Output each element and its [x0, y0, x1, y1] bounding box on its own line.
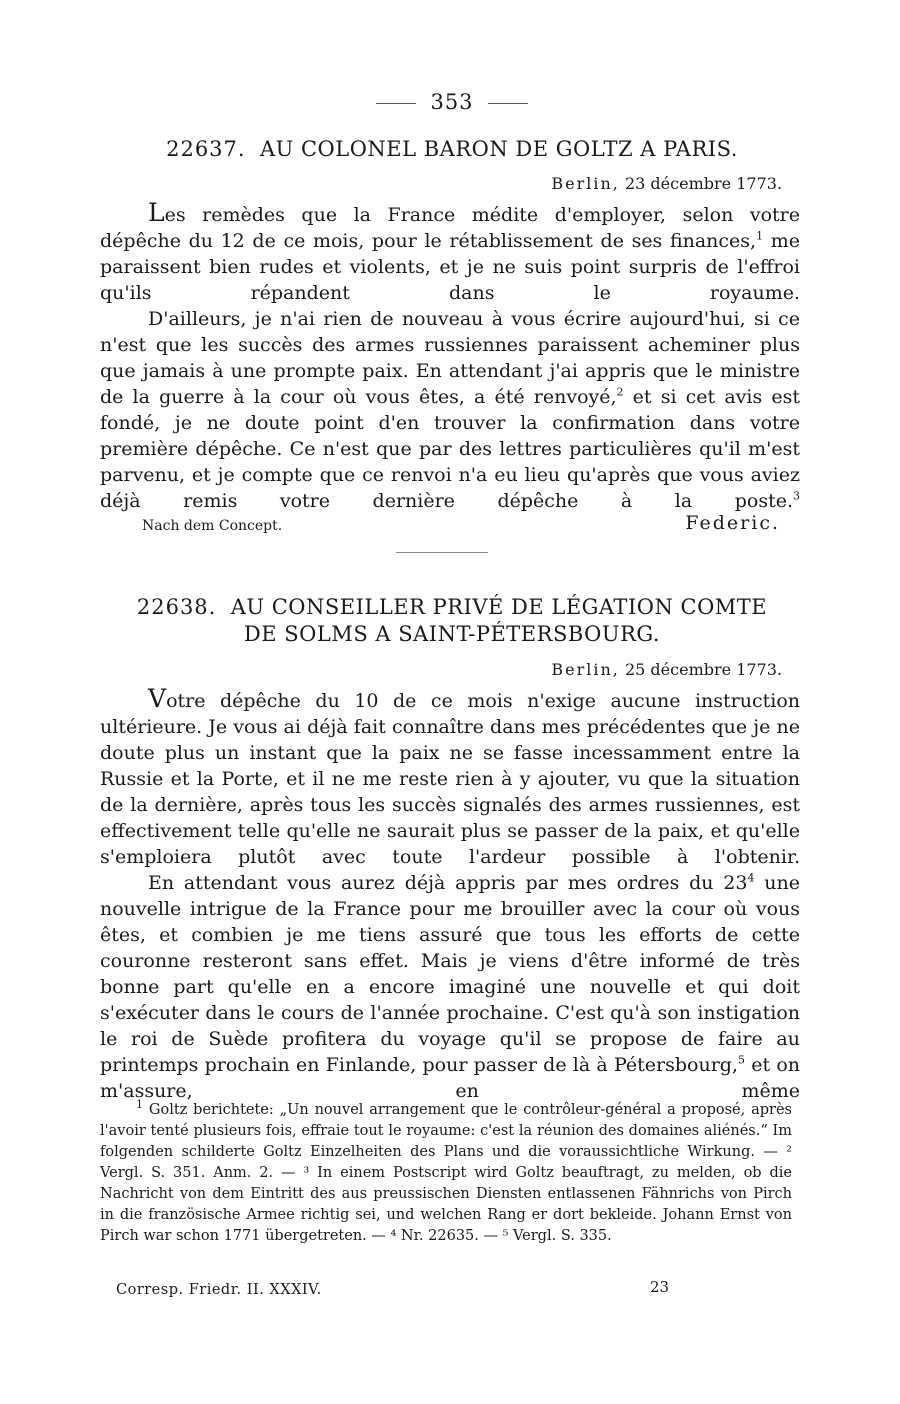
page-number-dash-left	[376, 103, 416, 104]
footnote-text: Goltz berichtete: „Un nouvel arrangement que le contrôleur-général a proposé, après l'avoir tenté plusieurs fois, effraie tout le royaume: c'est la réunion des domaines aliénés.“ Im folgenden schilderte Goltz Einzelheiten des Plans und die voraussichtliche Wirkung. — ² Vergl. S. 351. Anm. 2. — ³ In einem Postscript wird Goltz beauftragt, zu melden, ob die Nachricht von dem Eintritt des aus preussischen Diensten entlassenen Fähnrichs von Pirch in die französische Armee richtig sei, und welchen Rang er dort bekleide. Johann Ernst von Pirch war schon 1771 übergetreten. — ⁴ Nr. 22635. — ⁵ Vergl. S. 335.	[100, 1102, 792, 1244]
letter2-paragraph-2	[100, 870, 800, 1104]
page-number-dash-right	[488, 103, 528, 104]
letter2-initial: V	[148, 684, 167, 713]
letter2-dateline	[551, 660, 782, 679]
sheet-label: Corresp. Friedr. II. XXXIV.	[116, 1282, 322, 1298]
letter2-number: 22638.	[136, 595, 217, 619]
letter1-para1-text-b: me paraissent bien rudes et violents, et je ne suis point surpris de l'effroi qu'ils répandent dans le royaume.	[100, 230, 800, 304]
letter2-heading	[100, 594, 804, 648]
letter1-dateline	[551, 174, 782, 193]
letter1-heading	[100, 136, 804, 163]
section-separator	[396, 552, 488, 553]
footnote-ref-3: 3	[793, 489, 800, 503]
letter1-body	[100, 200, 800, 514]
footnote-mark-1: 1	[136, 1098, 143, 1112]
letter2-date: 25 décembre 1773.	[624, 660, 782, 679]
footnote-ref-2: 2	[616, 385, 624, 399]
footnote-ref-1: 1	[756, 229, 764, 243]
letter1-source-note: Nach dem Concept.	[142, 518, 283, 534]
letter1-signature: Federic.	[685, 512, 780, 534]
footnote-ref-4: 4	[747, 871, 755, 885]
letter1-title: AU COLONEL BARON DE GOLTZ A PARIS.	[259, 137, 738, 161]
letter2-paragraph-1	[100, 686, 800, 870]
document-page	[100, 0, 804, 1404]
letter2-date-place: Berlin,	[551, 660, 620, 679]
letter1-initial: L	[148, 198, 165, 227]
letter1-para2-text-a: D'ailleurs, je n'ai rien de nouveau à vous écrire aujourd'hui, si ce n'est que les succès des armes russiennes paraissent acheminer plus que jamais à une prompte paix. En attendant j'ai appris que le ministre de la guerre à la cour où vous êtes, a été renvoyé,	[100, 308, 800, 408]
page-number-text: 353	[430, 90, 474, 114]
letter2-title-line1	[100, 594, 804, 621]
letter2-para2-text-c: et on m'assure, en même	[100, 1054, 800, 1102]
letter1-date-place: Berlin,	[551, 174, 620, 193]
printer-signature-mark: 23	[650, 1278, 670, 1296]
letter1-date: 23 décembre 1773.	[624, 174, 782, 193]
letter1-paragraph-1	[100, 200, 800, 306]
letter2-body	[100, 686, 800, 1104]
footnotes	[100, 1100, 792, 1247]
page-number	[100, 90, 804, 114]
letter2-title-2: DE SOLMS A SAINT-PÉTERSBOURG.	[243, 622, 661, 646]
footnote-block	[100, 1100, 792, 1247]
footnote-ref-5: 5	[738, 1053, 745, 1067]
letter2-title-1: AU CONSEILLER PRIVÉ DE LÉGATION COMTE	[230, 595, 768, 619]
letter2-para2-text-a: En attendant vous aurez déjà appris par mes ordres du 23	[148, 872, 748, 894]
letter1-para1-text-a: es remèdes que la France médite d'employer, selon votre dépêche du 12 de ce mois, pour le rétablissement de ses finances,	[100, 204, 800, 252]
letter1-para2-text-b: et si cet avis est fondé, je ne doute point d'en trouver la confirmation dans votre première dépêche. Ce n'est que par des lettres particulières qu'il m'est parvenu, et je compte que ce renvoi n'a eu lieu qu'après que vous aviez déjà remis votre dernière dépêche à la poste.	[100, 386, 800, 512]
letter2-para2-text-b: une nouvelle intrigue de la France pour me brouiller avec la cour où vous êtes, et combien je me tiens assuré que tous les efforts de cette couronne resteront sans effet. Mais je viens d'être informé de très bonne part qu'elle en a encore imaginé une nouvelle et qui doit s'exécuter dans le cours de l'année prochaine. C'est qu'à son instigation le roi de Suède profitera du voyage qu'il se propose de faire au printemps prochain en Finlande, pour passer de là à Pétersbourg,	[100, 872, 800, 1076]
letter1-number: 22637.	[166, 137, 246, 161]
letter2-para1-text: otre dépêche du 10 de ce mois n'exige aucune instruction ultérieure. Je vous ai déjà fait connaître dans mes précédentes que je ne doute plus un instant que la paix ne se fasse incessamment entre la Russie et la Porte, et il ne me reste rien à y ajouter, vu que la situation de la dernière, après tous les succès signalés des armes russiennes, est effectivement telle qu'elle ne saurait plus se passer de la paix, et qu'elle s'emploiera plutôt avec toute l'ardeur possible à l'obtenir.	[100, 690, 800, 868]
letter1-paragraph-2	[100, 306, 800, 514]
